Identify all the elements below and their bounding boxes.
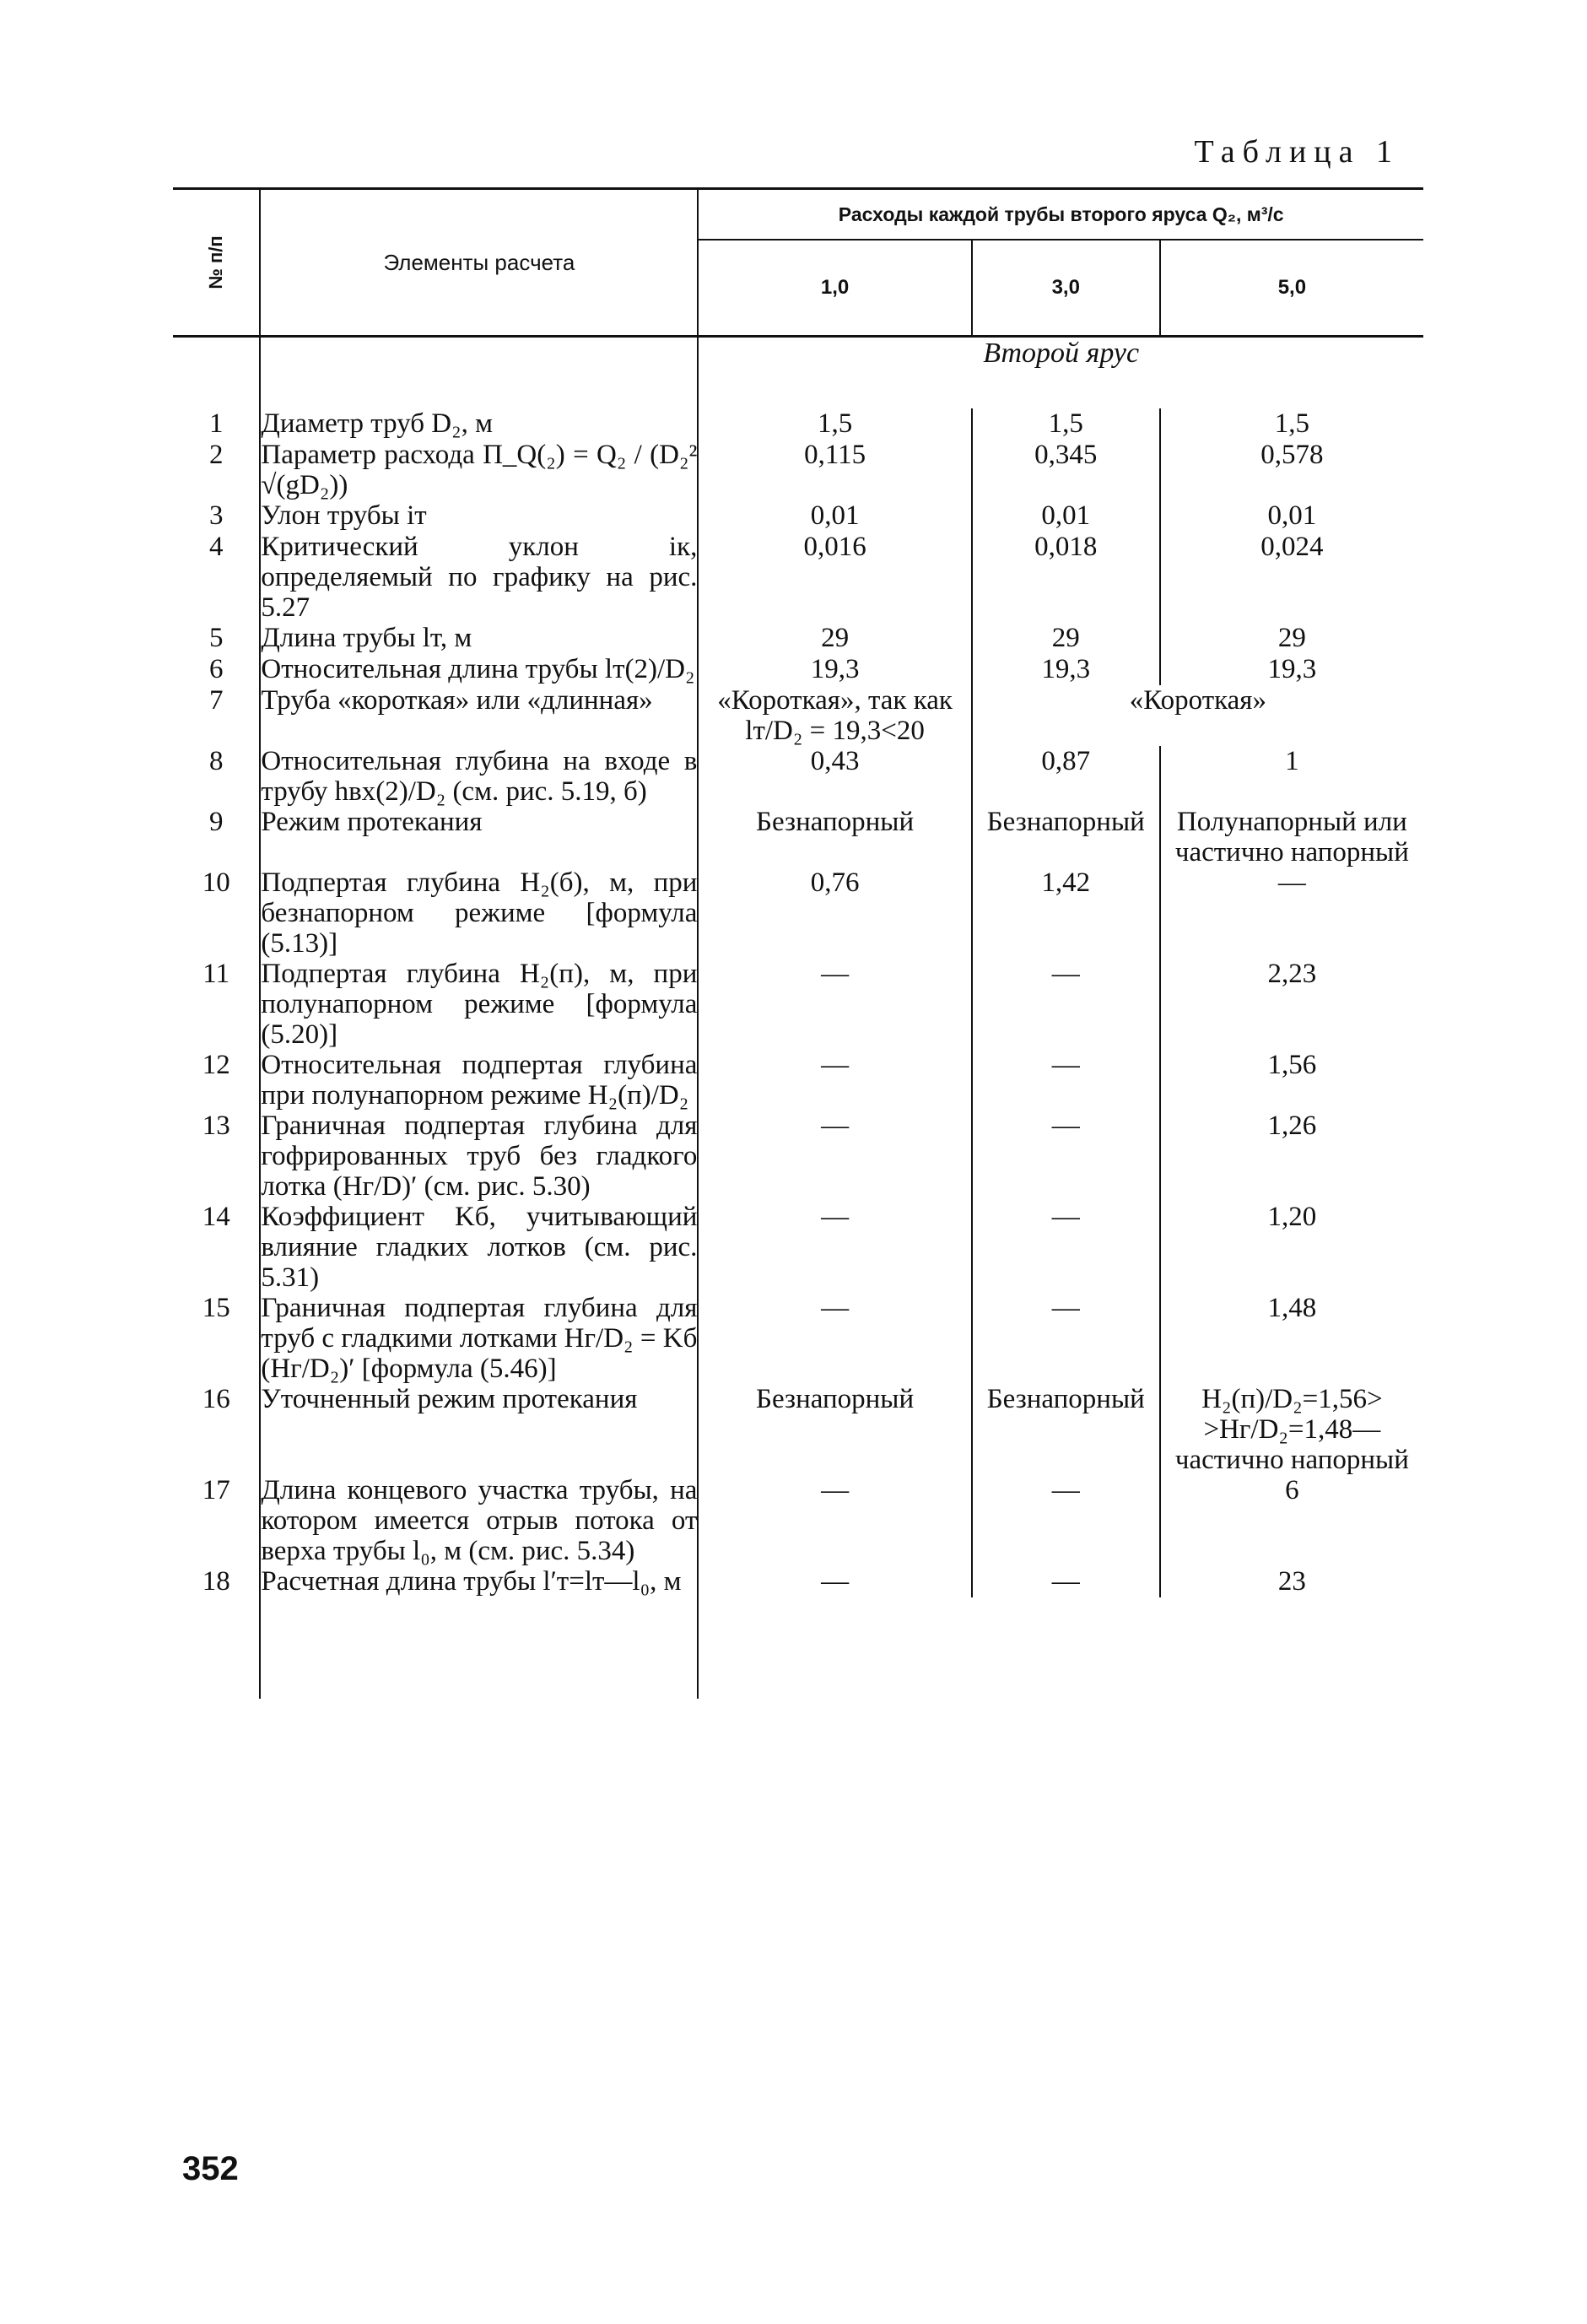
table-body bbox=[173, 408, 1423, 1597]
value-q3: 0,01 bbox=[1267, 500, 1317, 531]
value-q3: 1,48 bbox=[1267, 1293, 1317, 1323]
header-row-1 bbox=[173, 190, 1423, 240]
value-q1: Безнапорный bbox=[698, 1384, 971, 1475]
row-element-label: Подпертая глубина H₂(б), м, при безнапорном режиме [формула (5.13)] bbox=[261, 867, 698, 959]
value-q2: — bbox=[972, 959, 1160, 1050]
value-q3: 23 bbox=[1277, 1566, 1306, 1597]
value-q1: 0,43 bbox=[698, 746, 971, 807]
table-row bbox=[173, 500, 1423, 532]
table-row bbox=[173, 408, 1423, 440]
row-element-label: Труба «короткая» или «длинная» bbox=[260, 685, 698, 746]
row-element-label: Параметр расхода П_Q(₂) = Q₂ / (D₂² √(gD₂)) bbox=[261, 440, 698, 500]
value-q1: 19,3 bbox=[698, 654, 971, 685]
header-num-label: № п/п bbox=[205, 235, 227, 289]
value-q3: 0,024 bbox=[1260, 532, 1324, 562]
header-group-label: Расходы каждой трубы второго яруса Q₂, м³/с bbox=[698, 190, 1423, 240]
table-row bbox=[173, 746, 1423, 807]
table-row bbox=[173, 1202, 1423, 1293]
table-row bbox=[173, 959, 1423, 1050]
row-number: 11 bbox=[202, 959, 230, 989]
value-q3: 1 bbox=[1285, 746, 1299, 776]
table-row bbox=[173, 867, 1423, 959]
table-row bbox=[173, 1475, 1423, 1566]
value-q2: — bbox=[972, 1566, 1160, 1597]
row-number: 18 bbox=[202, 1566, 230, 1597]
value-q3: 6 bbox=[1285, 1475, 1299, 1505]
row-element-label: Длина трубы lт, м bbox=[260, 623, 698, 654]
value-q2-q3-merged: «Короткая» bbox=[1129, 685, 1266, 716]
row-element-label: Расчетная длина трубы l′т=lт—l₀, м bbox=[260, 1566, 698, 1597]
row-element-label: Подпертая глубина H₂(п), м, при полунапорном режиме [формула (5.20)] bbox=[261, 959, 698, 1050]
page-number: 352 bbox=[182, 2150, 239, 2187]
row-element-label: Длина концевого участка трубы, на котором имеется отрыв потока от верха трубы l₀, м (см. рис. 5.34) bbox=[261, 1475, 698, 1566]
value-q1: 0,76 bbox=[698, 867, 971, 959]
value-q2: Безнапорный bbox=[972, 807, 1160, 867]
header-q-1: 1,0 bbox=[698, 240, 971, 337]
table-row bbox=[173, 532, 1423, 623]
value-q3: 2,23 bbox=[1267, 959, 1317, 989]
row-number: 14 bbox=[202, 1202, 230, 1232]
table-row bbox=[173, 654, 1423, 685]
table-row bbox=[173, 1293, 1423, 1384]
table-row bbox=[173, 807, 1423, 867]
value-q2: — bbox=[972, 1202, 1160, 1293]
row-number: 9 bbox=[208, 807, 224, 837]
row-element-label: Режим протекания bbox=[260, 807, 698, 867]
row-element-label: Критический уклон iк, определяемый по графику на рис. 5.27 bbox=[261, 532, 698, 623]
row-number: 6 bbox=[208, 654, 224, 684]
row-number: 12 bbox=[202, 1050, 230, 1080]
value-q2: 0,345 bbox=[972, 440, 1160, 500]
value-q2: — bbox=[972, 1475, 1160, 1566]
value-q2: 1,42 bbox=[972, 867, 1160, 959]
section-title: Второй ярус bbox=[983, 338, 1140, 369]
value-q1: — bbox=[698, 1111, 971, 1202]
table-row bbox=[173, 1111, 1423, 1202]
value-q3: 19,3 bbox=[1267, 654, 1317, 684]
row-element-label: Относительная длина трубы lт(2)/D₂ bbox=[260, 654, 698, 685]
value-q3: H₂(п)/D₂=1,56> >Hг/D₂=1,48— частично напорный bbox=[1174, 1384, 1409, 1475]
row-element-label: Граничная подпертая глубина для труб с гладкими лотками Hг/D₂ = Kб (Hг/D₂)′ [формула (5.46)] bbox=[261, 1293, 698, 1384]
section-row bbox=[173, 337, 1423, 409]
value-q3: Полунапорный или частично напорный bbox=[1174, 807, 1409, 867]
value-q2: — bbox=[972, 1293, 1160, 1384]
value-q1: 0,01 bbox=[698, 500, 971, 532]
value-q1: — bbox=[698, 1566, 971, 1597]
row-number: 1 bbox=[208, 408, 224, 439]
value-q3: 29 bbox=[1277, 623, 1306, 653]
header-elements-label: Элементы расчета bbox=[260, 190, 698, 337]
value-q2: 29 bbox=[972, 623, 1160, 654]
row-element-label: Коэффициент Kб, учитывающий влияние гладких лотков (см. рис. 5.31) bbox=[261, 1202, 698, 1293]
row-number: 15 bbox=[202, 1293, 230, 1323]
value-q3: 1,56 bbox=[1267, 1050, 1317, 1080]
value-q3: — bbox=[1277, 867, 1306, 898]
value-q2: — bbox=[972, 1050, 1160, 1111]
value-q2: — bbox=[972, 1111, 1160, 1202]
value-q2: Безнапорный bbox=[972, 1384, 1160, 1475]
table-row bbox=[173, 440, 1423, 500]
row-number: 7 bbox=[208, 685, 224, 716]
value-q1: — bbox=[698, 1475, 971, 1566]
header-q-3: 5,0 bbox=[1160, 240, 1423, 337]
row-number: 13 bbox=[202, 1111, 230, 1141]
value-q3: 1,20 bbox=[1267, 1202, 1317, 1232]
value-q2: 0,018 bbox=[972, 532, 1160, 623]
header-q-2: 3,0 bbox=[972, 240, 1160, 337]
row-number: 10 bbox=[202, 867, 230, 898]
value-q1: 1,5 bbox=[698, 408, 971, 440]
value-q3: 0,578 bbox=[1260, 440, 1324, 470]
value-q1: 0,016 bbox=[698, 532, 971, 623]
table-row bbox=[173, 623, 1423, 654]
row-number: 4 bbox=[208, 532, 224, 562]
value-q1: — bbox=[698, 959, 971, 1050]
value-q2: 0,01 bbox=[972, 500, 1160, 532]
value-q1: 0,115 bbox=[698, 440, 971, 500]
table-row bbox=[173, 1566, 1423, 1597]
row-number: 8 bbox=[208, 746, 224, 776]
value-q1: «Короткая», так как lт/D₂ = 19,3<20 bbox=[698, 685, 971, 746]
row-element-label: Относительная глубина на входе в трубу hвх(2)/D₂ (см. рис. 5.19, б) bbox=[261, 746, 698, 807]
value-q2: 19,3 bbox=[972, 654, 1160, 685]
value-q1: — bbox=[698, 1293, 971, 1384]
row-element-label: Улон трубы iт bbox=[260, 500, 698, 532]
table-caption: Таблица 1 bbox=[1194, 134, 1400, 170]
row-number: 17 bbox=[202, 1475, 230, 1505]
row-number: 16 bbox=[202, 1384, 230, 1414]
table-row bbox=[173, 685, 1423, 746]
row-element-label: Относительная подпертая глубина при полунапорном режиме H₂(п)/D₂ bbox=[261, 1050, 698, 1111]
value-q2: 1,5 bbox=[972, 408, 1160, 440]
row-element-label: Граничная подпертая глубина для гофрированных труб без гладкого лотка (Hг/D)′ (см. рис. 5.30) bbox=[261, 1111, 698, 1202]
calculation-table bbox=[173, 187, 1423, 1699]
row-element-label: Диаметр труб D₂, м bbox=[260, 408, 698, 440]
value-q1: — bbox=[698, 1202, 971, 1293]
header-num-cell bbox=[173, 190, 260, 337]
table-row bbox=[173, 1050, 1423, 1111]
table-row bbox=[173, 1384, 1423, 1475]
row-number: 2 bbox=[208, 440, 224, 470]
value-q1: Безнапорный bbox=[698, 807, 971, 867]
row-number: 3 bbox=[208, 500, 224, 531]
value-q1: 29 bbox=[698, 623, 971, 654]
table-foot-spacer bbox=[173, 1597, 1423, 1699]
value-q3: 1,5 bbox=[1274, 408, 1309, 439]
value-q3: 1,26 bbox=[1267, 1111, 1317, 1141]
row-number: 5 bbox=[208, 623, 224, 653]
value-q2: 0,87 bbox=[972, 746, 1160, 807]
row-element-label: Уточненный режим протекания bbox=[260, 1384, 698, 1475]
value-q1: — bbox=[698, 1050, 971, 1111]
